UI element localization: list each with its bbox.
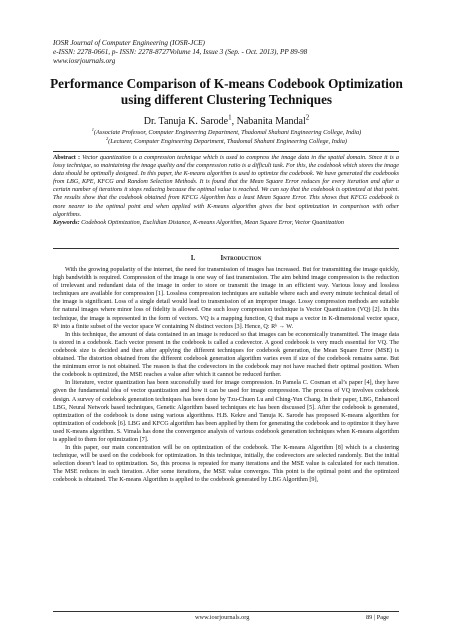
footer-rule bbox=[53, 611, 399, 612]
footer-url-link[interactable]: www.iosrjournals.org bbox=[195, 614, 250, 621]
journal-name: IOSR Journal of Computer Engineering (IOSR-JCE) bbox=[53, 39, 205, 47]
section-heading bbox=[53, 255, 399, 262]
abstract-block bbox=[53, 154, 399, 227]
affiliation-1-sup: 1 bbox=[91, 126, 94, 132]
paragraph-1: With the growing popularity of the internet, the need for transmission of images has increased. But for transmitting the image quickly, high bandwidth is required. Compression of the image is one way of fast transmission. The aim behind image compression is the reduction of irrelevant and redundant data of the image in order to store or transmit the image in an efficient way. Various lossy and lossless techniques are available for compression [1]. Lossless compression techniques are suitable where each and every minute technical detail of the image is significant. Loss of a single detail would lead to transmission of an improper image. Lossy compression methods are suitable for natural images where minor loss of fidelity is allowed. One such lossy compression technique is Vector Quantization (VQ) [2]. In this technique, the image is represented in the form of vectors. VQ is a mapping function, Q that maps a vector in K-dimensional vector space, Rᵏ into a finite subset of the vector space W containing N distinct vectors [3]. Hence, Q: Rᵏ → W. bbox=[53, 267, 399, 330]
title-line-2: using different Clustering Techniques bbox=[120, 91, 333, 107]
abstract-label: Abstract : bbox=[53, 155, 81, 161]
journal-issn: e-ISSN: 2278-0661, p- ISSN: 2278-8727Volume 14, Issue 3 (Sep. - Oct. 2013), PP 89-98 bbox=[53, 48, 308, 56]
title-line-1: Performance Comparison of K-means Codebook Optimization bbox=[50, 76, 403, 91]
affiliation-2-text: (Lecturer, Computer Engineering Department, Thadomal Shahani Engineering College, India) bbox=[108, 138, 348, 145]
paper-title bbox=[50, 76, 403, 107]
author-1: Dr. Tanuja K. Sarode bbox=[143, 116, 229, 127]
affiliation-1 bbox=[50, 126, 403, 137]
affiliation-1-text: (Associate Professor, Computer Engineering Department, Thadomal Shahani Engineering College, India) bbox=[93, 129, 362, 136]
paragraph-2: In this technique, the amount of data contained in an image is reduced so that images can be economically transmitted. The image data is stored in a codebook. Each vector present in the codebook is called a codevector. A good codebook is very much essential for VQ. The codebook size is decided and then after applying the different techniques for codebook generation, the Mean Square Error (MSE) is obtained. The distortion obtained from the different codebook generation algorithm varies even if size of the codebook remains same. But the minimum error is not obtained. The reason is that the codevectors in the codebook may not have reached their optimal position. When the codebook is optimized, the MSE reaches a value after which it cannot be reduced further. bbox=[53, 331, 399, 379]
section-number: I. bbox=[190, 255, 196, 262]
author-separator: , bbox=[231, 116, 237, 127]
paragraph-4: In this paper, our main concentration will be on optimization of the codebook. The K-means Algorithm [8] which is a clustering technique, will be used on the codebook for optimization. In this technique, initially, the codevectors are selected randomly. But the initial selection doesn’t lead to optimization. So, this process is repeated for many iterations and the MSE value is calculated for each iteration. The MSE reduces in each iteration. After some iterations, the MSE value converges. This point is the optimal point and the optimized codebook is obtained. The K-means Algorithm is applied to the codebook generated by LBG Algorithm [9], bbox=[53, 445, 399, 484]
abstract-bottom-rule bbox=[53, 248, 399, 249]
keywords-text: Codebook Optimization, Euclidian Distance, K-means Algorithm, Mean Square Error, Vector Quantization bbox=[81, 219, 344, 226]
author-2-sup: 2 bbox=[305, 113, 310, 122]
keywords-label: Keywords: bbox=[53, 219, 80, 226]
affiliation-2 bbox=[50, 135, 403, 146]
journal-site: www.iosrjournals.org bbox=[53, 57, 116, 65]
section-title: Introduction bbox=[220, 255, 262, 262]
body-text bbox=[53, 266, 399, 485]
abstract-text: Vector quantization is a compression technique which is used to compress the image data in the spatial domain. Since it is a lossy technique, so maintaining the image quality and the compression ratio is a difficult task. For this, the codebook which stores the image data should be optimally designed. In this paper, the K-means algorithm is used to optimize the codebook. We have generated the codebooks from LBG, KPE, KFCG and Random Selection Methods. It is found that the Mean Square Error reduces for every iteration and after a certain number of iterations it stops reducing because the optimal value is reached. We can say that the codebook is optimized at that point. The results show that the codebook obtained from KFCG Algorithm has a least Mean Square Error. This shows that KFCG codebook is more nearer to the optimal point and when applied with K-means algorithm gives the best optimization in comparison with other algorithms. bbox=[53, 155, 399, 218]
author-1-sup: 1 bbox=[228, 113, 232, 122]
author-line bbox=[50, 113, 403, 127]
abstract-top-rule bbox=[53, 151, 399, 152]
paragraph-3: In literature, vector quantization has been successfully used for image compression. In Pamela C. Cosman et al’s paper [4], they have given the fundamental idea of vector quantization and how it can be used for image compression. The process of VQ involves codebook design. A survey of codebook generation techniques has been done by Tzu-Chuen Lu and Ching-Yun Chang. In their paper, LBG, Enhanced LBG, Neural Network based techniques, Genetic Algorithm based techniques etc has been discussed [5]. After the codebook is generated, optimization of the codebook is done using various algorithms. H.B. Kekre and Tanuja K. Sarode has proposed K-means algorithm for optimization of codebook [6]. LBG and KFCG algorithm has been applied by them for generating the codebook and to optimize it they have used K-means algorithm. S. Vimala has done the convergence analysis of various codebook generation techniques when K-means algorithm is applied to them for optimization [7]. bbox=[53, 380, 399, 443]
keywords-line bbox=[53, 219, 399, 227]
footer-page-number: 89 | Page bbox=[366, 614, 389, 621]
author-2: Nabanita Mandal bbox=[236, 116, 306, 127]
affiliation-2-sup: 2 bbox=[105, 135, 109, 141]
